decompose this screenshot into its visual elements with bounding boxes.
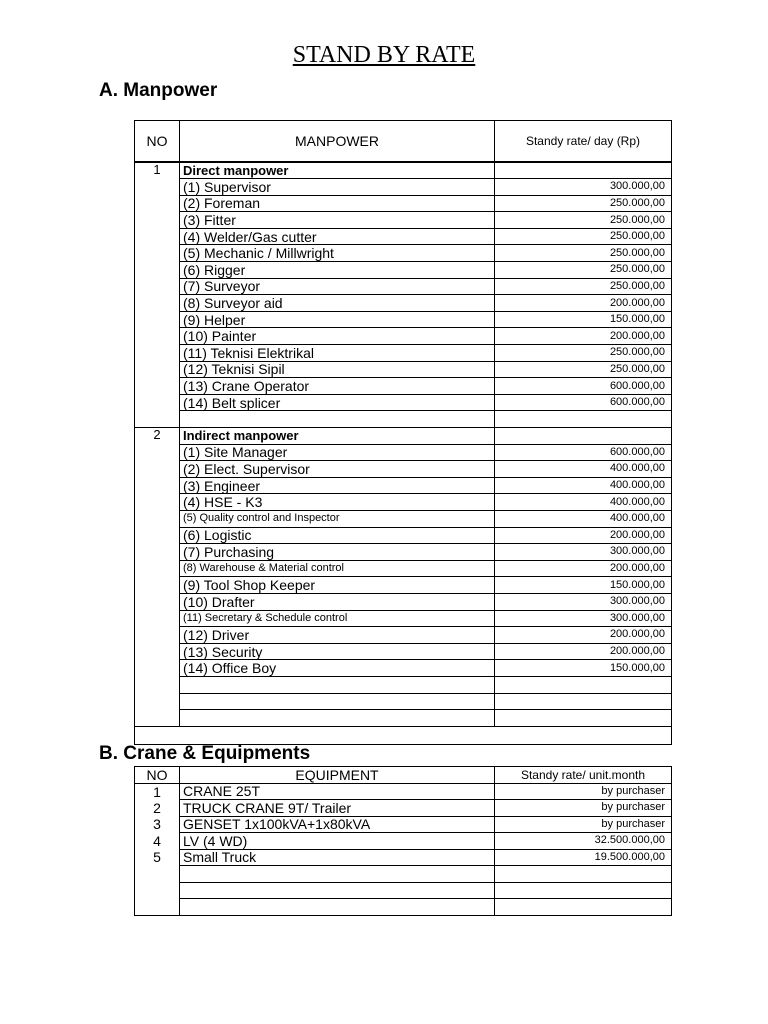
- manpower-name: (9) Helper: [180, 311, 495, 328]
- manpower-name: (11) Teknisi Elektrikal: [180, 345, 495, 362]
- manpower-rate: 200.000,00: [495, 295, 672, 312]
- table-footer-row: [135, 726, 672, 744]
- table-row: [135, 627, 672, 644]
- manpower-rate: 250.000,00: [495, 195, 672, 212]
- table-row: [135, 593, 672, 610]
- manpower-rate: 200.000,00: [495, 328, 672, 345]
- manpower-name: (11) Secretary & Schedule control: [180, 610, 495, 627]
- table-row: [135, 816, 672, 833]
- manpower-rate: 200.000,00: [495, 643, 672, 660]
- equipment-header-row: [135, 767, 672, 784]
- manpower-name: (3) Engineer: [180, 477, 495, 494]
- manpower-name: (10) Painter: [180, 328, 495, 345]
- header-no: NO: [135, 121, 180, 163]
- manpower-name: (2) Foreman: [180, 195, 495, 212]
- table-row: [135, 800, 672, 817]
- manpower-rate: 150.000,00: [495, 660, 672, 677]
- manpower-name: (12) Teknisi Sipil: [180, 361, 495, 378]
- manpower-rate: 150.000,00: [495, 577, 672, 594]
- manpower-name: (14) Belt splicer: [180, 394, 495, 411]
- table-row: [135, 849, 672, 866]
- table-row: [135, 212, 672, 229]
- manpower-rate: 250.000,00: [495, 361, 672, 378]
- rate-cell-empty: [495, 428, 672, 445]
- manpower-name: (4) Welder/Gas cutter: [180, 228, 495, 245]
- table-row: [135, 444, 672, 461]
- table-row-empty: [135, 676, 672, 693]
- equipment-rate: by purchaser: [495, 800, 672, 817]
- page-title: STAND BY RATE: [292, 42, 476, 68]
- manpower-rate: 300.000,00: [495, 544, 672, 561]
- table-row: [135, 295, 672, 312]
- table-row: [135, 477, 672, 494]
- manpower-name: (8) Warehouse & Material control: [180, 560, 495, 577]
- equipment-name: TRUCK CRANE 9T/ Trailer: [180, 800, 495, 817]
- equipment-no: 4: [153, 832, 161, 849]
- manpower-rate: 250.000,00: [495, 228, 672, 245]
- manpower-rate: 250.000,00: [495, 262, 672, 279]
- table-row: [135, 510, 672, 527]
- header-equipment: EQUIPMENT: [180, 767, 495, 784]
- manpower-header-row: [135, 121, 672, 163]
- manpower-rate: 400.000,00: [495, 461, 672, 478]
- table-row: [135, 394, 672, 411]
- table-row: [135, 328, 672, 345]
- header-no: NO: [135, 767, 180, 784]
- manpower-name: (5) Quality control and Inspector: [180, 510, 495, 527]
- group-number: 2: [135, 428, 180, 727]
- manpower-name: (6) Rigger: [180, 262, 495, 279]
- manpower-name: (1) Supervisor: [180, 179, 495, 196]
- table-row-empty: [135, 710, 672, 727]
- manpower-rate: 400.000,00: [495, 510, 672, 527]
- group-row-direct: [135, 162, 672, 179]
- manpower-rate: 200.000,00: [495, 627, 672, 644]
- table-row: [135, 179, 672, 196]
- manpower-rate: 400.000,00: [495, 494, 672, 511]
- manpower-rate: 200.000,00: [495, 527, 672, 544]
- table-row: [135, 228, 672, 245]
- table-row-empty: [135, 882, 672, 899]
- equipment-name: GENSET 1x100kVA+1x80kVA: [180, 816, 495, 833]
- equipment-name: Small Truck: [180, 849, 495, 866]
- manpower-rate: 400.000,00: [495, 477, 672, 494]
- manpower-rate: 300.000,00: [495, 610, 672, 627]
- manpower-name: (1) Site Manager: [180, 444, 495, 461]
- manpower-rate: 600.000,00: [495, 394, 672, 411]
- group-title: Direct manpower: [180, 162, 495, 179]
- table-row: [135, 245, 672, 262]
- manpower-rate: 300.000,00: [495, 179, 672, 196]
- equipment-no: 2: [153, 799, 161, 816]
- equipment-no: 1: [153, 783, 161, 800]
- section-a-heading: A. Manpower: [99, 80, 218, 101]
- manpower-name: (8) Surveyor aid: [180, 295, 495, 312]
- table-row: [135, 544, 672, 561]
- equipment-no: 5: [153, 849, 161, 866]
- table-row: [135, 660, 672, 677]
- manpower-name: (5) Mechanic / Millwright: [180, 245, 495, 262]
- manpower-name: (6) Logistic: [180, 527, 495, 544]
- table-row: [135, 560, 672, 577]
- table-row: [135, 610, 672, 627]
- manpower-name: (10) Drafter: [180, 593, 495, 610]
- manpower-name: (14) Office Boy: [180, 660, 495, 677]
- manpower-name: (13) Crane Operator: [180, 378, 495, 395]
- equipment-no: 3: [153, 816, 161, 833]
- manpower-rate: 150.000,00: [495, 311, 672, 328]
- table-row: [135, 378, 672, 395]
- manpower-rate: 250.000,00: [495, 212, 672, 229]
- table-row-empty: [135, 693, 672, 710]
- manpower-rate: 250.000,00: [495, 245, 672, 262]
- table-row: [135, 577, 672, 594]
- table-row: [135, 195, 672, 212]
- table-row: [135, 783, 672, 800]
- manpower-name: (2) Elect. Supervisor: [180, 461, 495, 478]
- manpower-rate: 600.000,00: [495, 378, 672, 395]
- rate-cell-empty: [495, 162, 672, 179]
- manpower-name: (3) Fitter: [180, 212, 495, 229]
- table-row-empty: [135, 411, 672, 428]
- manpower-name: (7) Surveyor: [180, 278, 495, 295]
- table-row: [135, 527, 672, 544]
- manpower-name: (4) HSE - K3: [180, 494, 495, 511]
- table-row: [135, 262, 672, 279]
- manpower-table: [134, 120, 672, 745]
- manpower-name: (12) Driver: [180, 627, 495, 644]
- table-row: [135, 311, 672, 328]
- group-row-indirect: [135, 428, 672, 445]
- table-row: [135, 833, 672, 850]
- header-manpower: MANPOWER: [180, 121, 495, 163]
- manpower-rate: 250.000,00: [495, 345, 672, 362]
- manpower-rate: 200.000,00: [495, 560, 672, 577]
- equipment-rate: by purchaser: [495, 783, 672, 800]
- table-row-empty: [135, 899, 672, 916]
- manpower-rate: 300.000,00: [495, 593, 672, 610]
- table-row: [135, 278, 672, 295]
- manpower-name: (13) Security: [180, 643, 495, 660]
- equipment-name: LV (4 WD): [180, 833, 495, 850]
- table-row: [135, 345, 672, 362]
- equipment-rate: 19.500.000,00: [495, 849, 672, 866]
- equipment-rate: by purchaser: [495, 816, 672, 833]
- header-standby-rate-day: Standy rate/ day (Rp): [495, 121, 672, 163]
- header-standby-rate-month: Standy rate/ unit.month: [495, 767, 672, 784]
- section-b-heading: B. Crane & Equipments: [99, 743, 311, 764]
- equipment-rate: 32.500.000,00: [495, 833, 672, 850]
- table-row: [135, 643, 672, 660]
- table-row: [135, 361, 672, 378]
- manpower-name: (9) Tool Shop Keeper: [180, 577, 495, 594]
- manpower-rate: 600.000,00: [495, 444, 672, 461]
- table-row: [135, 461, 672, 478]
- group-title: Indirect manpower: [180, 428, 495, 445]
- table-row: [135, 494, 672, 511]
- equipment-name: CRANE 25T: [180, 783, 495, 800]
- table-row-empty: [135, 866, 672, 883]
- manpower-name: (7) Purchasing: [180, 544, 495, 561]
- equipment-table: [134, 766, 672, 916]
- manpower-rate: 250.000,00: [495, 278, 672, 295]
- group-number: 1: [153, 162, 161, 177]
